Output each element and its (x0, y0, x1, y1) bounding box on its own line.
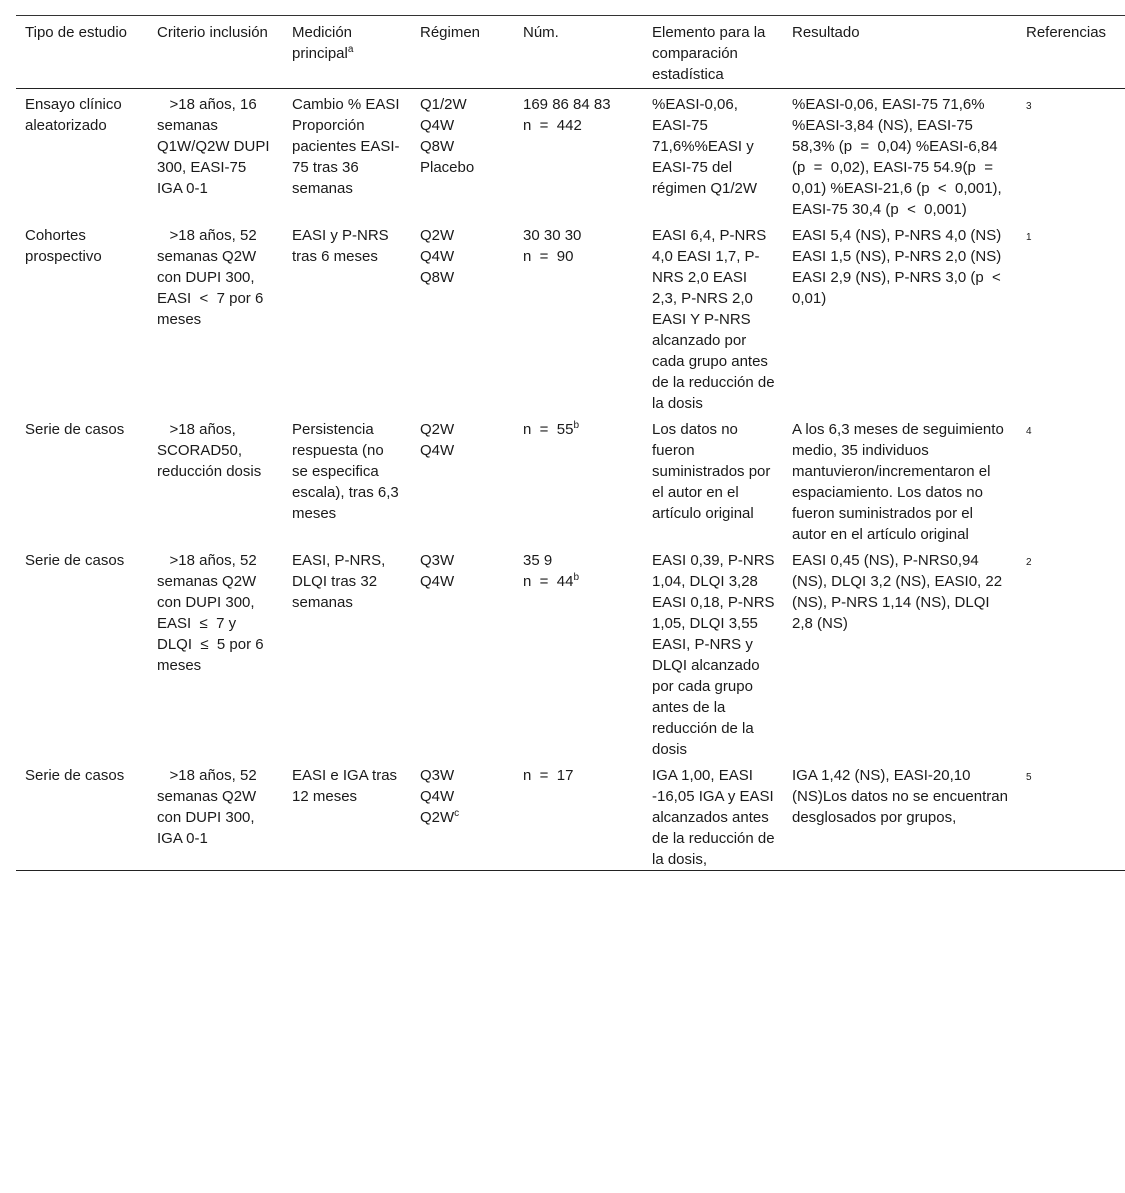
regimen-cell: Q3W Q4W (420, 552, 455, 590)
reference-cell (1017, 220, 1125, 414)
footnote-marker: a (347, 44, 354, 55)
table-row (16, 220, 1125, 414)
column-header: Tipo de estudio (25, 24, 128, 41)
table-row (16, 760, 1125, 871)
regimen-cell: Q3W Q4W $Q2W^c$ (420, 767, 460, 826)
count-cell: 169 86 84 83 n = 442 (523, 96, 611, 134)
reference-cell (1017, 414, 1125, 545)
inclusion-criteria-cell: >18 años, 52 semanas Q2W con DUPI 300, IGA 0-1 (157, 767, 261, 847)
regimen-cell: Q2W Q4W (420, 421, 455, 459)
study-type-cell: Serie de casos (25, 552, 125, 569)
footnote-marker: b (573, 420, 580, 431)
table-row (16, 414, 1125, 545)
result-cell: EASI 5,4 (NS), P-NRS 4,0 (NS) EASI 1,5 (NS), P-NRS 2,0 (NS) EASI 2,9 (NS), P-NRS 3,0 (p < 0,01) (792, 227, 1010, 307)
result-cell: EASI 0,45 (NS), P-NRS0,94 (NS), DLQI 3,2 (NS), EASI0, 22 (NS), P-NRS 1,14 (NS), DLQI 2,8 (NS) (792, 552, 1007, 632)
comparison-element-cell: IGA 1,00, EASI -16,05 IGA y EASI alcanzados antes de la reducción de la dosis, (652, 767, 775, 868)
column-header: Medición principal$^a$ (292, 24, 354, 62)
main-measure-cell: EASI, P-NRS, DLQI tras 32 semanas (292, 552, 386, 611)
comparison-element-cell: Los datos no fueron suministrados por el autor en el artículo original (652, 421, 771, 522)
study-table (16, 15, 1125, 871)
header-row (16, 16, 1125, 89)
reference-number: 2 (1026, 557, 1032, 568)
table-body (16, 89, 1125, 871)
inclusion-criteria-cell: >18 años, 16 semanas Q1W/Q2W DUPI 300, EASI-75 IGA 0-1 (157, 96, 274, 197)
inclusion-criteria-cell: >18 años, SCORAD50, reducción dosis (157, 421, 262, 480)
reference-number: 4 (1026, 426, 1032, 437)
main-measure-cell: Cambio % EASI Proporción pacientes EASI-75 tras 36 semanas (292, 96, 400, 197)
regimen-cell: Q1/2W Q4W Q8W Placebo (420, 96, 475, 176)
column-header: Resultado (792, 24, 860, 41)
main-measure-cell: Persistencia respuesta (no se especifica escala), tras 6,3 meses (292, 421, 399, 522)
table-row (16, 89, 1125, 221)
count-cell: n = 55$^b$ (523, 420, 580, 438)
column-header: Núm. (523, 24, 559, 41)
comparison-element-cell: %EASI-0,06, EASI-75 71,6%%EASI y EASI-75 del régimen Q1/2W (652, 96, 758, 197)
column-header: Criterio inclusión (157, 24, 268, 41)
reference-cell (1017, 89, 1125, 221)
footnote-marker: b (573, 572, 580, 583)
study-type-cell: Serie de casos (25, 767, 125, 784)
comparison-element-cell: EASI 6,4, P-NRS 4,0 EASI 1,7, P-NRS 2,0 EASI 2,3, P-NRS 2,0 EASI Y P-NRS alcanzado por cada grupo antes de la reducción de la dosis (652, 227, 775, 412)
column-header: Régimen (420, 24, 481, 41)
column-header: Referencias (1026, 24, 1107, 41)
study-type-cell: Cohortes prospectivo (25, 227, 102, 265)
result-cell: A los 6,3 meses de seguimiento medio, 35 individuos mantuvieron/incrementaron el espaciamiento. Los datos no fueron suministrados por el autor en el artículo original (792, 421, 1008, 543)
reference-number: 5 (1026, 772, 1032, 783)
main-measure-cell: EASI e IGA tras 12 meses (292, 767, 398, 805)
regimen-cell: Q2W Q4W Q8W (420, 227, 455, 286)
reference-cell (1017, 760, 1125, 871)
comparison-element-cell: EASI 0,39, P-NRS 1,04, DLQI 3,28 EASI 0,18, P-NRS 1,05, DLQI 3,55 EASI, P-NRS y DLQI alcanzado por cada grupo antes de la reducción de la dosis (652, 552, 775, 758)
main-measure-cell: EASI y P-NRS tras 6 meses (292, 227, 389, 265)
inclusion-criteria-cell: >18 años, 52 semanas Q2W con DUPI 300, EASI < 7 por 6 meses (157, 227, 268, 328)
result-cell: %EASI-0,06, EASI-75 71,6% %EASI-3,84 (NS), EASI-75 58,3% (p = 0,04) %EASI-6,84 (p = 0,02), EASI-75 54.9(p = 0,01) %EASI-21,6 (p < 0,001), EASI-75 30,4 (p < 0,001) (792, 96, 1006, 218)
column-header: Elemento para la comparación estadística (652, 24, 766, 83)
inclusion-criteria-cell: >18 años, 52 semanas Q2W con DUPI 300, EASI ≤ 7 y DLQI ≤ 5 por 6 meses (157, 552, 268, 674)
reference-number: 3 (1026, 101, 1032, 112)
study-type-cell: Ensayo clínico aleatorizado (25, 96, 122, 134)
result-cell: IGA 1,42 (NS), EASI-20,10 (NS)Los datos no se encuentran desglosados por grupos, (792, 767, 1013, 826)
count-cell: 30 30 30 n = 90 (523, 227, 582, 265)
table-row (16, 545, 1125, 760)
reference-number: 1 (1026, 232, 1032, 243)
count-cell: n = 17 (523, 767, 574, 784)
footnote-marker: c (454, 808, 460, 819)
study-type-cell: Serie de casos (25, 421, 125, 438)
count-cell: 35 9 n = 44$^b$ (523, 552, 580, 590)
reference-cell (1017, 545, 1125, 760)
